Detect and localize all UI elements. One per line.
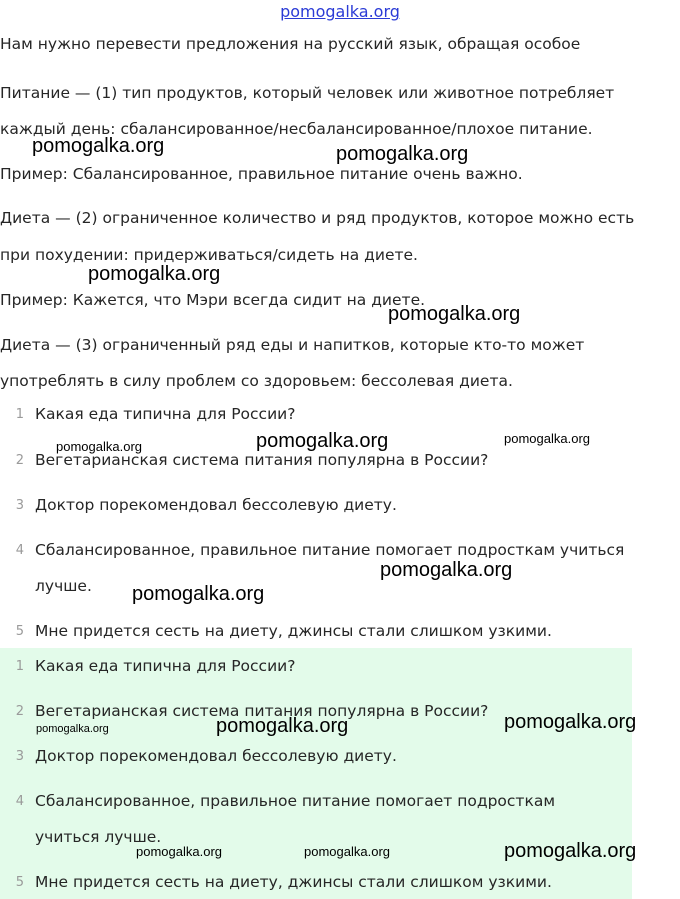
- watermark: pomogalka.org: [304, 844, 390, 859]
- definition-2-example: Пример: Кажется, что Мэри всегда сидит на диете.: [0, 291, 426, 309]
- watermark: pomogalka.org: [504, 711, 637, 733]
- answer-text: Вегетарианская система питания популярна в России?: [35, 702, 489, 720]
- definition-3-line1: Диета — (3) ограниченный ряд еды и напитков, которые кто-то может: [0, 336, 585, 354]
- question-number: 3: [15, 498, 24, 513]
- answer-number: 4: [15, 794, 24, 809]
- watermark: pomogalka.org: [36, 723, 109, 735]
- definition-1-line1: Питание — (1) тип продуктов, который человек или животное потребляет: [0, 84, 615, 102]
- question-number: 4: [15, 543, 24, 558]
- watermark: pomogalka.org: [380, 559, 513, 581]
- definition-1-line2: каждый день: сбалансированное/несбалансированное/плохое питание.: [0, 120, 593, 138]
- question-text: Доктор порекомендовал бессолевую диету.: [35, 496, 397, 514]
- definition-2-line1: Диета — (2) ограниченное количество и ряд продуктов, которое можно есть: [0, 209, 635, 227]
- answer-text-continued: учиться лучше.: [35, 828, 162, 846]
- answer-text: Какая еда типична для России?: [35, 657, 296, 675]
- question-text: Сбалансированное, правильное питание помогает подросткам учиться: [35, 541, 625, 559]
- question-text-continued: лучше.: [35, 577, 92, 595]
- question-number: 2: [15, 453, 24, 468]
- question-text: Мне придется сесть на диету, джинсы стали слишком узкими.: [35, 622, 552, 640]
- watermark: pomogalka.org: [56, 439, 142, 454]
- watermark: pomogalka.org: [216, 715, 349, 737]
- answer-number: 1: [15, 659, 24, 674]
- question-number: 5: [15, 624, 24, 639]
- watermark: pomogalka.org: [136, 844, 222, 859]
- definition-1-example: Пример: Сбалансированное, правильное питание очень важно.: [0, 165, 523, 183]
- watermark: pomogalka.org: [256, 430, 389, 452]
- question-text: Какая еда типична для России?: [35, 405, 296, 423]
- question-text: Вегетарианская система питания популярна в России?: [35, 451, 489, 469]
- watermark: pomogalka.org: [336, 143, 469, 165]
- site-link[interactable]: pomogalka.org: [280, 2, 400, 21]
- definition-3-line2: употреблять в силу проблем со здоровьем: бессолевая диета.: [0, 372, 513, 390]
- answer-text: Доктор порекомендовал бессолевую диету.: [35, 747, 397, 765]
- watermark: pomogalka.org: [388, 303, 521, 325]
- watermark: pomogalka.org: [504, 840, 637, 862]
- answer-number: 3: [15, 749, 24, 764]
- answer-text: Сбалансированное, правильное питание помогает подросткам: [35, 792, 556, 810]
- intro-text: Нам нужно перевести предложения на русский язык, обращая особое: [0, 35, 581, 53]
- answer-text: Мне придется сесть на диету, джинсы стали слишком узкими.: [35, 873, 552, 891]
- definition-2-line2: при похудении: придерживаться/сидеть на диете.: [0, 246, 418, 264]
- watermark: pomogalka.org: [32, 135, 165, 157]
- watermark: pomogalka.org: [132, 583, 265, 605]
- question-number: 1: [15, 407, 24, 422]
- watermark: pomogalka.org: [504, 431, 590, 446]
- answer-number: 2: [15, 704, 24, 719]
- answer-number: 5: [15, 875, 24, 890]
- watermark: pomogalka.org: [88, 263, 221, 285]
